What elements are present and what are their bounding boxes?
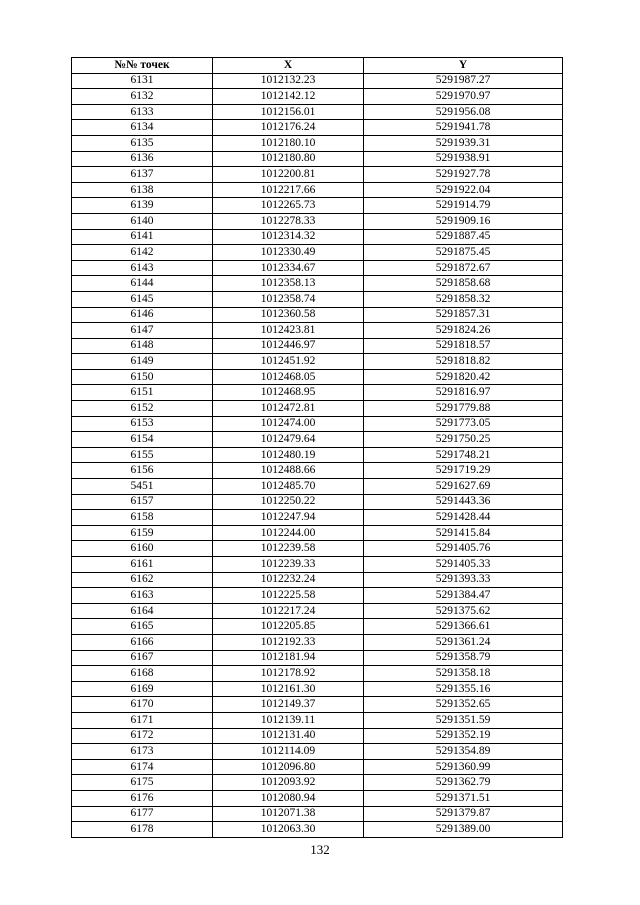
y-coordinate-cell: 5291375.62	[364, 603, 563, 619]
x-coordinate-cell: 1012093.92	[213, 775, 364, 791]
y-coordinate-cell: 5291750.25	[364, 432, 563, 448]
y-coordinate-cell: 5291384.47	[364, 588, 563, 604]
point-number-cell: 6162	[72, 572, 213, 588]
y-coordinate-cell: 5291816.97	[364, 385, 563, 401]
table-row	[72, 572, 563, 588]
x-coordinate-cell: 1012239.58	[213, 541, 364, 557]
y-coordinate-cell: 5291887.45	[364, 229, 563, 245]
point-number-cell: 6148	[72, 338, 213, 354]
x-coordinate-cell: 1012451.92	[213, 354, 364, 370]
y-coordinate-cell: 5291987.27	[364, 73, 563, 89]
table-body	[72, 73, 563, 837]
table-row	[72, 416, 563, 432]
x-coordinate-cell: 1012225.58	[213, 588, 364, 604]
y-coordinate-cell: 5291773.05	[364, 416, 563, 432]
table-row	[72, 712, 563, 728]
y-coordinate-cell: 5291405.33	[364, 557, 563, 573]
point-number-cell: 6172	[72, 728, 213, 744]
point-number-cell: 6175	[72, 775, 213, 791]
x-coordinate-cell: 1012488.66	[213, 463, 364, 479]
y-coordinate-cell: 5291748.21	[364, 447, 563, 463]
point-number-cell: 6169	[72, 681, 213, 697]
y-coordinate-cell: 5291627.69	[364, 479, 563, 495]
y-coordinate-cell: 5291361.24	[364, 634, 563, 650]
y-coordinate-cell: 5291922.04	[364, 182, 563, 198]
table-row	[72, 213, 563, 229]
table-row	[72, 728, 563, 744]
point-number-cell: 6157	[72, 494, 213, 510]
point-number-cell: 6152	[72, 401, 213, 417]
point-number-cell: 6163	[72, 588, 213, 604]
point-number-cell: 6177	[72, 806, 213, 822]
point-number-cell: 6176	[72, 790, 213, 806]
x-coordinate-cell: 1012480.19	[213, 447, 364, 463]
table-row	[72, 151, 563, 167]
table-row	[72, 291, 563, 307]
header-point-number: №№ точек	[72, 58, 213, 74]
x-coordinate-cell: 1012139.11	[213, 712, 364, 728]
y-coordinate-cell: 5291818.82	[364, 354, 563, 370]
y-coordinate-cell: 5291824.26	[364, 323, 563, 339]
y-coordinate-cell: 5291857.31	[364, 307, 563, 323]
x-coordinate-cell: 1012180.10	[213, 135, 364, 151]
table-row	[72, 634, 563, 650]
x-coordinate-cell: 1012479.64	[213, 432, 364, 448]
table-row	[72, 104, 563, 120]
point-number-cell: 6154	[72, 432, 213, 448]
x-coordinate-cell: 1012265.73	[213, 198, 364, 214]
y-coordinate-cell: 5291779.88	[364, 401, 563, 417]
table-row	[72, 588, 563, 604]
point-number-cell: 6135	[72, 135, 213, 151]
table-row	[72, 697, 563, 713]
x-coordinate-cell: 1012244.00	[213, 525, 364, 541]
point-number-cell: 6161	[72, 557, 213, 573]
table-row	[72, 806, 563, 822]
point-number-cell: 6147	[72, 323, 213, 339]
point-number-cell: 6142	[72, 245, 213, 261]
x-coordinate-cell: 1012468.05	[213, 369, 364, 385]
table-row	[72, 182, 563, 198]
x-coordinate-cell: 1012239.33	[213, 557, 364, 573]
point-number-cell: 6146	[72, 307, 213, 323]
table-row	[72, 666, 563, 682]
page-number: 132	[310, 842, 330, 857]
table-row	[72, 198, 563, 214]
point-number-cell: 6131	[72, 73, 213, 89]
table-row	[72, 525, 563, 541]
point-number-cell: 6134	[72, 120, 213, 136]
table-row	[72, 681, 563, 697]
table-row	[72, 245, 563, 261]
table-row	[72, 73, 563, 89]
table-row	[72, 447, 563, 463]
x-coordinate-cell: 1012334.67	[213, 260, 364, 276]
y-coordinate-cell: 5291443.36	[364, 494, 563, 510]
table-row	[72, 323, 563, 339]
y-coordinate-cell: 5291358.18	[364, 666, 563, 682]
y-coordinate-cell: 5291858.32	[364, 291, 563, 307]
y-coordinate-cell: 5291818.57	[364, 338, 563, 354]
y-coordinate-cell: 5291371.51	[364, 790, 563, 806]
table-row	[72, 167, 563, 183]
x-coordinate-cell: 1012205.85	[213, 619, 364, 635]
y-coordinate-cell: 5291875.45	[364, 245, 563, 261]
y-coordinate-cell: 5291366.61	[364, 619, 563, 635]
x-coordinate-cell: 1012180.80	[213, 151, 364, 167]
x-coordinate-cell: 1012132.23	[213, 73, 364, 89]
table-row	[72, 401, 563, 417]
x-coordinate-cell: 1012149.37	[213, 697, 364, 713]
x-coordinate-cell: 1012330.49	[213, 245, 364, 261]
x-coordinate-cell: 1012278.33	[213, 213, 364, 229]
x-coordinate-cell: 1012071.38	[213, 806, 364, 822]
x-coordinate-cell: 1012314.32	[213, 229, 364, 245]
table-row	[72, 822, 563, 838]
y-coordinate-cell: 5291956.08	[364, 104, 563, 120]
point-number-cell: 6151	[72, 385, 213, 401]
table-row	[72, 463, 563, 479]
table-row	[72, 510, 563, 526]
point-number-cell: 6156	[72, 463, 213, 479]
point-number-cell: 6160	[72, 541, 213, 557]
table-row	[72, 650, 563, 666]
x-coordinate-cell: 1012485.70	[213, 479, 364, 495]
table-row	[72, 135, 563, 151]
point-number-cell: 6141	[72, 229, 213, 245]
y-coordinate-cell: 5291719.29	[364, 463, 563, 479]
point-number-cell: 6178	[72, 822, 213, 838]
point-number-cell: 6168	[72, 666, 213, 682]
point-number-cell: 6137	[72, 167, 213, 183]
table-row	[72, 276, 563, 292]
y-coordinate-cell: 5291820.42	[364, 369, 563, 385]
point-number-cell: 6165	[72, 619, 213, 635]
table-row	[72, 557, 563, 573]
table-row	[72, 120, 563, 136]
y-coordinate-cell: 5291405.76	[364, 541, 563, 557]
y-coordinate-cell: 5291360.99	[364, 759, 563, 775]
x-coordinate-cell: 1012181.94	[213, 650, 364, 666]
x-coordinate-cell: 1012446.97	[213, 338, 364, 354]
x-coordinate-cell: 1012080.94	[213, 790, 364, 806]
point-number-cell: 6139	[72, 198, 213, 214]
y-coordinate-cell: 5291352.19	[364, 728, 563, 744]
point-number-cell: 6171	[72, 712, 213, 728]
table-row	[72, 385, 563, 401]
x-coordinate-cell: 1012474.00	[213, 416, 364, 432]
y-coordinate-cell: 5291354.89	[364, 744, 563, 760]
x-coordinate-cell: 1012468.95	[213, 385, 364, 401]
point-number-cell: 6167	[72, 650, 213, 666]
point-number-cell: 6153	[72, 416, 213, 432]
y-coordinate-cell: 5291355.16	[364, 681, 563, 697]
point-number-cell: 6164	[72, 603, 213, 619]
point-number-cell: 6150	[72, 369, 213, 385]
y-coordinate-cell: 5291970.97	[364, 89, 563, 105]
point-number-cell: 6144	[72, 276, 213, 292]
point-number-cell: 6173	[72, 744, 213, 760]
point-number-cell: 6136	[72, 151, 213, 167]
y-coordinate-cell: 5291428.44	[364, 510, 563, 526]
y-coordinate-cell: 5291938.91	[364, 151, 563, 167]
x-coordinate-cell: 1012247.94	[213, 510, 364, 526]
table-row	[72, 260, 563, 276]
point-number-cell: 6155	[72, 447, 213, 463]
table-row	[72, 338, 563, 354]
x-coordinate-cell: 1012176.24	[213, 120, 364, 136]
x-coordinate-cell: 1012142.12	[213, 89, 364, 105]
x-coordinate-cell: 1012178.92	[213, 666, 364, 682]
x-coordinate-cell: 1012360.58	[213, 307, 364, 323]
x-coordinate-cell: 1012192.33	[213, 634, 364, 650]
y-coordinate-cell: 5291358.79	[364, 650, 563, 666]
table-row	[72, 759, 563, 775]
y-coordinate-cell: 5291941.78	[364, 120, 563, 136]
point-number-cell: 5451	[72, 479, 213, 495]
table-row	[72, 432, 563, 448]
y-coordinate-cell: 5291393.33	[364, 572, 563, 588]
y-coordinate-cell: 5291351.59	[364, 712, 563, 728]
point-number-cell: 6159	[72, 525, 213, 541]
x-coordinate-cell: 1012250.22	[213, 494, 364, 510]
table-row	[72, 89, 563, 105]
y-coordinate-cell: 5291872.67	[364, 260, 563, 276]
coordinates-table	[71, 57, 563, 838]
point-number-cell: 6158	[72, 510, 213, 526]
table-row	[72, 744, 563, 760]
x-coordinate-cell: 1012232.24	[213, 572, 364, 588]
table-row	[72, 479, 563, 495]
table-row	[72, 494, 563, 510]
point-number-cell: 6133	[72, 104, 213, 120]
point-number-cell: 6174	[72, 759, 213, 775]
x-coordinate-cell: 1012161.30	[213, 681, 364, 697]
x-coordinate-cell: 1012114.09	[213, 744, 364, 760]
y-coordinate-cell: 5291415.84	[364, 525, 563, 541]
x-coordinate-cell: 1012472.81	[213, 401, 364, 417]
header-x: X	[213, 58, 364, 74]
y-coordinate-cell: 5291939.31	[364, 135, 563, 151]
y-coordinate-cell: 5291909.16	[364, 213, 563, 229]
point-number-cell: 6170	[72, 697, 213, 713]
y-coordinate-cell: 5291362.79	[364, 775, 563, 791]
point-number-cell: 6143	[72, 260, 213, 276]
table-row	[72, 354, 563, 370]
point-number-cell: 6138	[72, 182, 213, 198]
table-row	[72, 307, 563, 323]
point-number-cell: 6166	[72, 634, 213, 650]
y-coordinate-cell: 5291927.78	[364, 167, 563, 183]
table-row	[72, 229, 563, 245]
point-number-cell: 6132	[72, 89, 213, 105]
point-number-cell: 6145	[72, 291, 213, 307]
header-y: Y	[364, 58, 563, 74]
table-row	[72, 775, 563, 791]
y-coordinate-cell: 5291379.87	[364, 806, 563, 822]
point-number-cell: 6149	[72, 354, 213, 370]
point-number-cell: 6140	[72, 213, 213, 229]
x-coordinate-cell: 1012063.30	[213, 822, 364, 838]
x-coordinate-cell: 1012358.74	[213, 291, 364, 307]
x-coordinate-cell: 1012131.40	[213, 728, 364, 744]
y-coordinate-cell: 5291389.00	[364, 822, 563, 838]
table-row	[72, 369, 563, 385]
x-coordinate-cell: 1012217.24	[213, 603, 364, 619]
table-row	[72, 541, 563, 557]
table-row	[72, 603, 563, 619]
table-row	[72, 790, 563, 806]
table-header-row	[72, 58, 563, 74]
x-coordinate-cell: 1012423.81	[213, 323, 364, 339]
table-row	[72, 619, 563, 635]
y-coordinate-cell: 5291352.65	[364, 697, 563, 713]
x-coordinate-cell: 1012200.81	[213, 167, 364, 183]
x-coordinate-cell: 1012156.01	[213, 104, 364, 120]
x-coordinate-cell: 1012358.13	[213, 276, 364, 292]
x-coordinate-cell: 1012096.80	[213, 759, 364, 775]
x-coordinate-cell: 1012217.66	[213, 182, 364, 198]
y-coordinate-cell: 5291858.68	[364, 276, 563, 292]
y-coordinate-cell: 5291914.79	[364, 198, 563, 214]
